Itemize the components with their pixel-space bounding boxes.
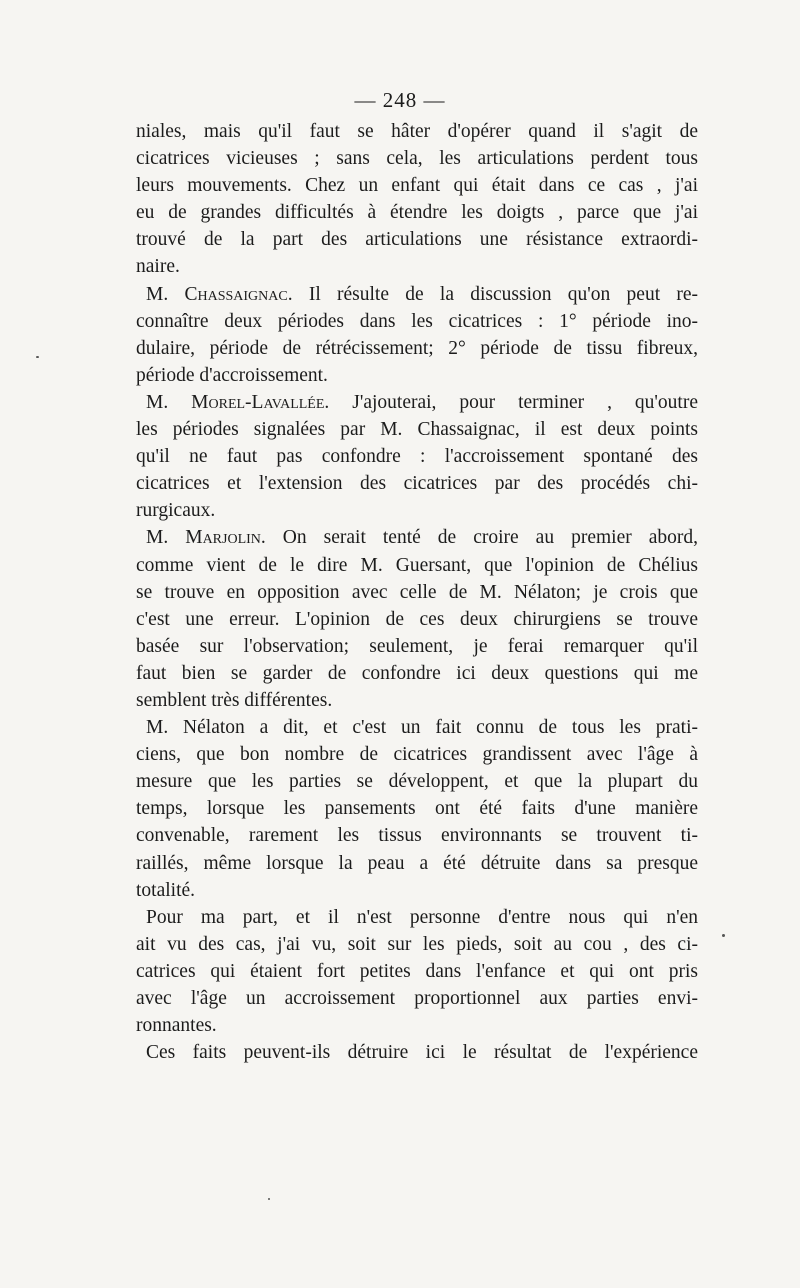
- text-line: Pour ma part, et il n'est personne d'entre nous qui n'en: [146, 906, 698, 928]
- text-line: semblent très différentes.: [136, 689, 333, 711]
- text-line: dulaire, période de rétrécissement; 2° période de tissu fibreux,: [136, 337, 698, 359]
- speaker-name: Morel-Lavallée.: [191, 391, 330, 413]
- speaker-line: M. Marjolin. On serait tenté de croire au premier abord,: [146, 527, 699, 549]
- page-number: — 248 —: [354, 88, 446, 112]
- text-line: avec l'âge un accroissement proportionnel aux parties envi-: [136, 988, 698, 1009]
- text-line: connaître deux périodes dans les cicatrices : 1° période ino-: [136, 310, 698, 332]
- paper-speck: [722, 934, 725, 937]
- text-line: Ces faits peuvent-ils détruire ici le résultat de l'expérience: [146, 1042, 698, 1064]
- text-line: eu de grandes difficultés à étendre les doigts , parce que j'ai: [136, 202, 698, 224]
- text-line: trouvé de la part des articulations une résistance extraordi-: [136, 229, 698, 251]
- text-line: c'est une erreur. L'opinion de ces deux chirurgiens se trouve: [136, 608, 698, 630]
- text-line: période d'accroissement.: [136, 364, 328, 386]
- text-line: niales, mais qu'il faut se hâter d'opérer quand il s'agit de: [136, 121, 698, 142]
- text-line: convenable, rarement les tissus environnants se trouvent ti-: [136, 825, 698, 847]
- text-line: cicatrices et l'extension des cicatrices par des procédés chi-: [136, 473, 698, 495]
- text-line: qu'il ne faut pas confondre : l'accroissement spontané des: [136, 446, 698, 468]
- paper-speck: [36, 356, 39, 358]
- text-line: leurs mouvements. Chez un enfant qui était dans ce cas , j'ai: [136, 175, 698, 197]
- speaker-name: Chassaignac.: [184, 283, 293, 305]
- text-line: se trouve en opposition avec celle de M. Nélaton; je crois que: [136, 581, 698, 603]
- text-line: comme vient de le dire M. Guersant, que l'opinion de Chélius: [136, 554, 698, 576]
- text-line: rurgicaux.: [136, 500, 216, 522]
- text-line: totalité.: [136, 879, 196, 901]
- text-line: ciens, que bon nombre de cicatrices grandissent avec l'âge à: [136, 744, 698, 766]
- speaker-line: M. Chassaignac. Il résulte de la discussion qu'on peut re-: [146, 283, 699, 305]
- speaker-line: M. Morel-Lavallée. J'ajouterai, pour terminer , qu'outre: [146, 391, 698, 413]
- text-line: M. Nélaton a dit, et c'est un fait connu de tous les prati-: [146, 717, 698, 739]
- text-line: ait vu des cas, j'ai vu, soit sur les pieds, soit au cou , des ci-: [136, 933, 698, 955]
- text-line: faut bien se garder de confondre ici deux questions qui me: [136, 662, 698, 684]
- text-line: naire.: [136, 256, 180, 278]
- paper-speck: [268, 1198, 270, 1200]
- text-line: catrices qui étaient fort petites dans l'enfance et qui ont pris: [136, 960, 698, 982]
- text-line: les périodes signalées par M. Chassaignac, il est deux points: [136, 419, 698, 441]
- text-line: basée sur l'observation; seulement, je ferai remarquer qu'il: [136, 635, 698, 657]
- text-line: raillés, même lorsque la peau a été détruite dans sa presque: [136, 852, 698, 874]
- text-line: cicatrices vicieuses ; sans cela, les articulations perdent tous: [136, 148, 698, 170]
- text-line: mesure que les parties se développent, et que la plupart du: [136, 771, 698, 793]
- speaker-name: Marjolin.: [185, 527, 266, 549]
- body-text: [136, 118, 698, 1066]
- text-line: temps, lorsque les pansements ont été faits d'une manière: [136, 798, 698, 820]
- text-line: ronnantes.: [136, 1015, 217, 1037]
